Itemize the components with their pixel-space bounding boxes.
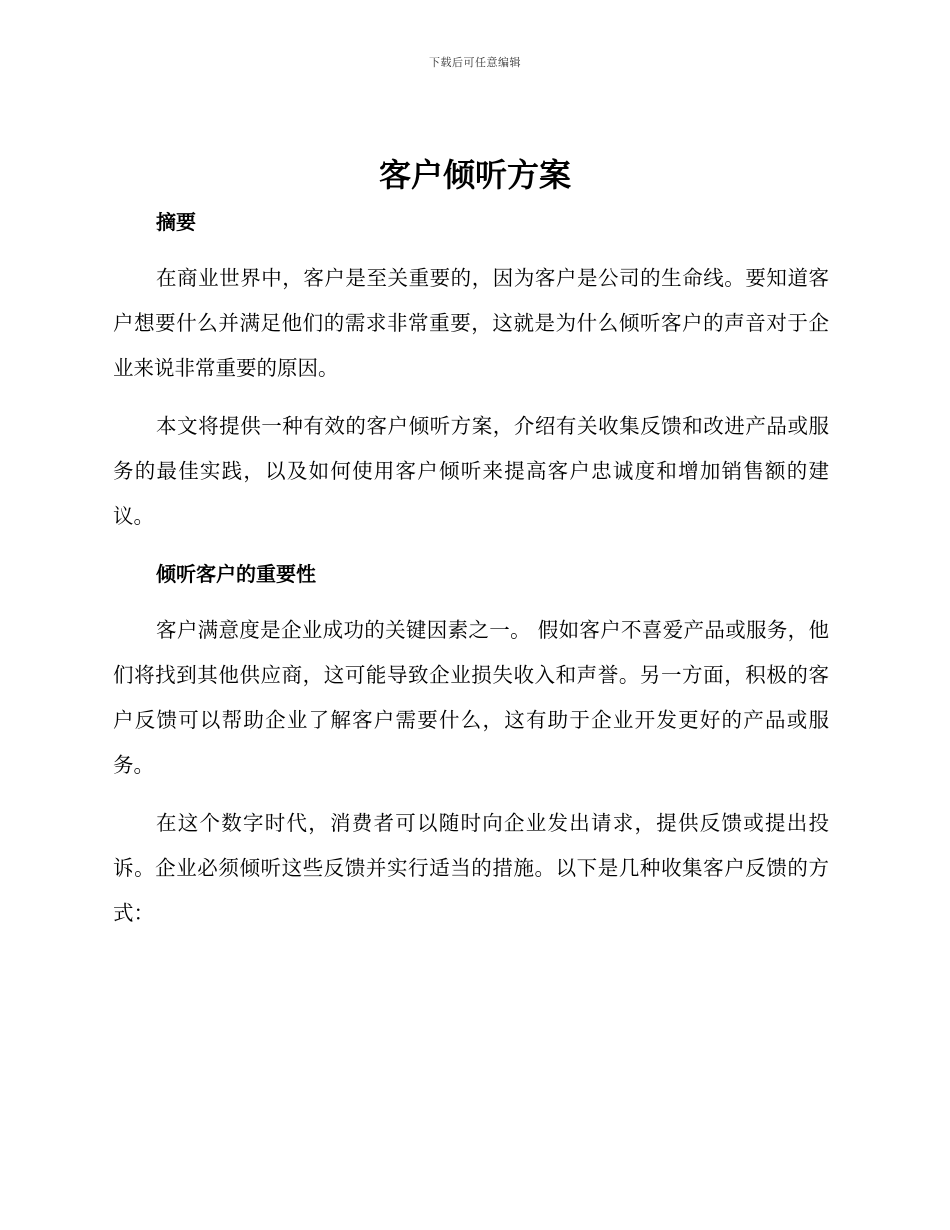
page-header-note: 下载后可任意编辑 (429, 56, 521, 69)
section-heading-abstract: 摘要 (156, 210, 196, 234)
document-title: 客户倾听方案 (378, 156, 571, 194)
paragraph: 在这个数字时代，消费者可以随时向企业发出请求，提供反馈或提出投诉。企业必须倾听这些反馈并实行适当的措施。以下是几种收集客户反馈的方式： (113, 811, 829, 925)
paragraph: 本文将提供一种有效的客户倾听方案，介绍有关收集反馈和改进产品或服务的最佳实践，以及如何使用客户倾听来提高客户忠诚度和增加销售额的建议。 (113, 414, 829, 528)
section-heading-importance: 倾听客户的重要性 (156, 562, 316, 586)
paragraph: 在商业世界中，客户是至关重要的，因为客户是公司的生命线。要知道客户想要什么并满足他们的需求非常重要，这就是为什么倾听客户的声音对于企业来说非常重要的原因。 (113, 266, 829, 380)
paragraph: 客户满意度是企业成功的关键因素之一。 假如客户不喜爱产品或服务，他们将找到其他供应商，这可能导致企业损失收入和声誉。另一方面，积极的客户反馈可以帮助企业了解客户需要什么，这有助于企业开发更好的产品或服务。 (113, 618, 829, 777)
